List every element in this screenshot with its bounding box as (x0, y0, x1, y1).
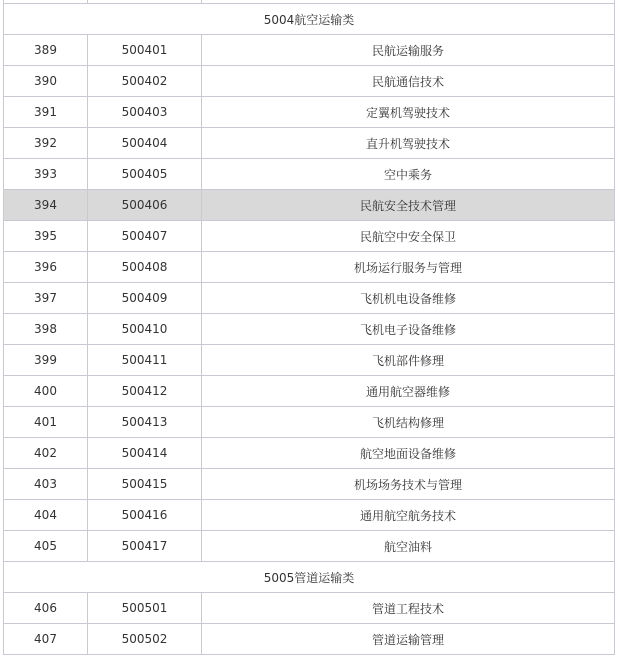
program-code: 500406 (88, 190, 202, 221)
program-name: 飞机部件修理 (202, 345, 615, 376)
program-name: 管道工程技术 (202, 593, 615, 624)
program-name: 直升机驾驶技术 (202, 128, 615, 159)
row-number: 395 (4, 221, 88, 252)
program-name: 机场场务技术与管理 (202, 469, 615, 500)
row-number: 392 (4, 128, 88, 159)
program-code: 500405 (88, 159, 202, 190)
table-row (4, 624, 615, 655)
program-name: 飞机机电设备维修 (202, 283, 615, 314)
program-name: 飞机结构修理 (202, 407, 615, 438)
table-row (4, 500, 615, 531)
row-number: 403 (4, 469, 88, 500)
table-row (4, 376, 615, 407)
table-row (4, 66, 615, 97)
table-body (4, 0, 615, 655)
program-code: 500411 (88, 345, 202, 376)
row-number: 396 (4, 252, 88, 283)
row-number: 401 (4, 407, 88, 438)
section-header: 5004航空运输类 (4, 4, 615, 35)
row-number: 399 (4, 345, 88, 376)
program-code: 500407 (88, 221, 202, 252)
program-name: 飞机电子设备维修 (202, 314, 615, 345)
program-code: 500412 (88, 376, 202, 407)
section-header: 5005管道运输类 (4, 562, 615, 593)
row-number: 397 (4, 283, 88, 314)
program-name: 管道运输管理 (202, 624, 615, 655)
table-row (4, 531, 615, 562)
program-name: 空中乘务 (202, 159, 615, 190)
programs-table (3, 0, 615, 655)
table-row (4, 469, 615, 500)
program-code: 500417 (88, 531, 202, 562)
program-name: 定翼机驾驶技术 (202, 97, 615, 128)
program-name: 航空地面设备维修 (202, 438, 615, 469)
table-row (4, 128, 615, 159)
program-code: 500410 (88, 314, 202, 345)
table-row (4, 314, 615, 345)
program-name: 民航空中安全保卫 (202, 221, 615, 252)
row-number: 402 (4, 438, 88, 469)
program-code: 500416 (88, 500, 202, 531)
table-row (4, 407, 615, 438)
row-number: 393 (4, 159, 88, 190)
row-number: 391 (4, 97, 88, 128)
row-number: 406 (4, 593, 88, 624)
row-number: 398 (4, 314, 88, 345)
program-code: 500404 (88, 128, 202, 159)
table-row (4, 35, 615, 66)
program-code: 500413 (88, 407, 202, 438)
table-row (4, 345, 615, 376)
table-row (4, 438, 615, 469)
program-code: 500501 (88, 593, 202, 624)
section-header-row (4, 562, 615, 593)
program-name: 通用航空器维修 (202, 376, 615, 407)
table-row (4, 593, 615, 624)
section-header-row (4, 4, 615, 35)
program-name: 机场运行服务与管理 (202, 252, 615, 283)
row-number: 400 (4, 376, 88, 407)
program-name: 民航运输服务 (202, 35, 615, 66)
program-code: 500408 (88, 252, 202, 283)
program-code: 500502 (88, 624, 202, 655)
table-row (4, 252, 615, 283)
row-number: 404 (4, 500, 88, 531)
table-row (4, 97, 615, 128)
table-row (4, 159, 615, 190)
program-code: 500402 (88, 66, 202, 97)
program-name: 通用航空航务技术 (202, 500, 615, 531)
program-name: 航空油料 (202, 531, 615, 562)
table-row (4, 221, 615, 252)
table-row (4, 283, 615, 314)
program-name: 民航安全技术管理 (202, 190, 615, 221)
program-code: 500415 (88, 469, 202, 500)
table-row (4, 190, 615, 221)
row-number: 389 (4, 35, 88, 66)
program-code: 500401 (88, 35, 202, 66)
row-number: 394 (4, 190, 88, 221)
program-code: 500403 (88, 97, 202, 128)
row-number: 407 (4, 624, 88, 655)
program-name: 民航通信技术 (202, 66, 615, 97)
program-code: 500414 (88, 438, 202, 469)
row-number: 390 (4, 66, 88, 97)
program-code: 500409 (88, 283, 202, 314)
row-number: 405 (4, 531, 88, 562)
